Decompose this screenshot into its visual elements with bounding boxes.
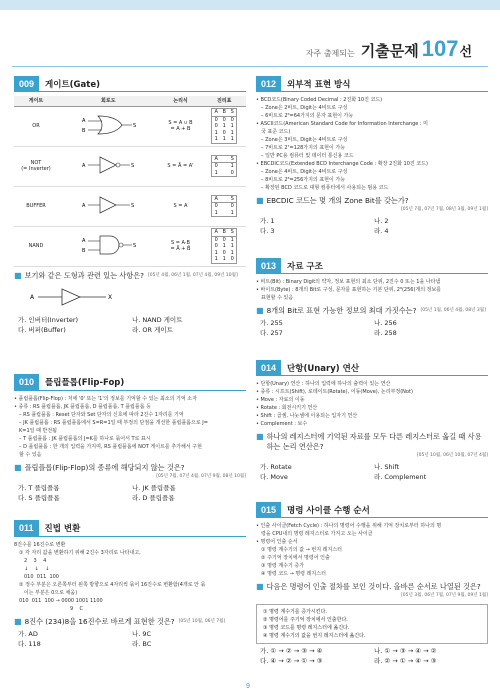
section-name: 단항(Unary) 연산 bbox=[287, 363, 360, 374]
box-line: ② 명령어를 주기억 장치에서 인출한다. bbox=[263, 617, 348, 623]
choice-a[interactable]: 가. 1 bbox=[260, 217, 275, 225]
bullet: – Zone은 4비트, Digit는 4비트로 구성 bbox=[261, 169, 348, 175]
choice-b[interactable]: 나. 9C bbox=[132, 629, 152, 638]
bullet: – 일반 PC용 컴퓨터 및 데이터 통신용 코드 bbox=[261, 153, 354, 159]
choice-c[interactable]: 다. 버퍼(Buffer) bbox=[18, 325, 66, 334]
truth-cell bbox=[220, 170, 228, 177]
svg-text:S: S bbox=[131, 163, 135, 169]
bullet: K=1일 때 반전됨 bbox=[19, 427, 57, 434]
bullet: ② 정수 부분은 오른쪽부터 왼쪽 방향으로 4자리씩 묶어 16진수로 변환함(4개로 안 묶 bbox=[19, 581, 206, 588]
svg-text:S: S bbox=[131, 203, 135, 209]
svg-text:S: S bbox=[133, 123, 137, 129]
bullet: • 비트(Bit) : Binary Digit의 약자, 정보 표현의 최소 단위, 2진수 0 또는 1을 나타냄 bbox=[256, 279, 441, 285]
choice-b[interactable]: 나. ① → ③ → ④ → ② bbox=[374, 647, 437, 655]
example-line: ↓ ↓ ↓ bbox=[24, 565, 50, 572]
table-row bbox=[14, 146, 246, 186]
choices bbox=[14, 629, 246, 649]
question: ■ 다음은 명령어 인출 절차를 보인 것이다. 올바른 순서로 나열된 것은? bbox=[256, 582, 481, 591]
question: ■ 8진수 (234)8을 16진수로 바르게 표현한 것은? [05년 10월, 06년 7월] bbox=[14, 616, 226, 626]
bullet: 8진수를 16진수로 변환 bbox=[14, 541, 66, 548]
section-013 bbox=[256, 258, 488, 338]
truth-cell: 0 bbox=[222, 116, 226, 123]
truth-cell bbox=[220, 196, 228, 204]
section-title bbox=[14, 375, 246, 391]
col-header: 게이트 bbox=[14, 96, 58, 106]
section-name: 플립플롭(Flip-Fop) bbox=[45, 378, 125, 388]
choice-b[interactable]: 나. JK 플립플롭 bbox=[132, 483, 176, 492]
example-line: 2 3 4 bbox=[24, 557, 47, 564]
bullet: ① 명령 계수기의 값 → 번지 레지스터 bbox=[261, 547, 342, 553]
choices bbox=[14, 483, 246, 503]
section-number: 011 bbox=[14, 520, 39, 536]
bullet-list bbox=[14, 541, 246, 613]
section-number: 010 bbox=[14, 374, 39, 390]
bullet: – D 플립플롭 : 한 개의 입력을 가지며, RS 플립플롭에 NOT 게이트를 추가해서 구현 bbox=[19, 443, 202, 450]
bullet-list bbox=[256, 278, 488, 302]
choice-d[interactable]: 라. 4 bbox=[374, 227, 389, 235]
section-title bbox=[14, 76, 246, 92]
truth-cell: 0 bbox=[214, 163, 218, 170]
section-name: 게이트(Gate) bbox=[45, 79, 100, 90]
svg-text:B: B bbox=[82, 248, 86, 254]
question: ■ 플립플롭(Flip-Flop)의 종류에 해당되지 않는 것은? bbox=[14, 462, 185, 472]
bullet: • 바이트(Byte) : 8개의 Bit로 구성, 문자를 표현하는 기본 단위, 2⁸(256)개의 정보를 bbox=[256, 287, 442, 293]
box-line: ④ 명령 계수기의 값을 번지 레지스터에 옮긴다. bbox=[263, 633, 366, 639]
gate-name: BUFFER bbox=[14, 186, 58, 226]
question-source: [05년 3월, 06년 7월, 07년 9월, 09년 1월] bbox=[401, 593, 488, 598]
bullet-list bbox=[256, 96, 488, 192]
bullet: 국 표준 코드) bbox=[261, 129, 291, 135]
bullet: 할 수 있음 bbox=[19, 451, 42, 458]
bullet: – T 플립플롭 : JK 플립플롭의 J=K를 하나로 묶어서 T로 표시 bbox=[19, 435, 151, 442]
left-column bbox=[14, 76, 246, 649]
truth-cell bbox=[220, 210, 228, 217]
bullet: – Zone은 3비트, Digit는 4비트로 구성 bbox=[261, 137, 348, 143]
logic-expr: S = Ā = A' bbox=[159, 146, 203, 186]
truth-cell: 1 bbox=[230, 136, 234, 143]
bullet: – 6비트로 2⁶=64가지의 문자 표현이 가능 bbox=[261, 113, 354, 119]
bullet: – JK 플립플롭 : RS 플립플롭에서 S=R=1일 때 부정의 단점을 개선한 플립플롭으로 J= bbox=[19, 419, 208, 426]
header-divider bbox=[12, 66, 488, 67]
truth-cell: 0 bbox=[214, 236, 218, 243]
choice-b[interactable]: 나. NAND 게이트 bbox=[132, 315, 183, 324]
truth-cell: 1 bbox=[214, 249, 218, 256]
choices bbox=[14, 315, 246, 335]
section-number: 012 bbox=[256, 76, 281, 92]
section-name: 명령 사이클 수행 순서 bbox=[287, 505, 370, 516]
choice-c[interactable]: 다. 257 bbox=[260, 329, 283, 337]
truth-cell: A bbox=[212, 229, 220, 237]
example-box bbox=[256, 604, 488, 644]
page-number: 9 bbox=[246, 683, 250, 690]
truth-cell: 0 bbox=[214, 243, 218, 250]
header-main: 기출문제 bbox=[360, 42, 419, 60]
section-title bbox=[256, 76, 488, 92]
choice-d[interactable]: 라. Complement bbox=[374, 473, 427, 481]
svg-text:B: B bbox=[82, 128, 86, 134]
truth-cell: 0 bbox=[230, 256, 234, 263]
bullet: • 명령어 인출 순서 bbox=[256, 539, 298, 545]
example-line: 9 C bbox=[70, 605, 84, 612]
question: ■ 하나의 레지스터에 기억된 자료를 모두 다른 레지스터로 옮길 때 사용하는 논리 연산은? bbox=[256, 432, 482, 451]
bullet: • Complement : 보수 bbox=[256, 421, 308, 427]
truth-table bbox=[202, 106, 246, 146]
section-title bbox=[256, 360, 488, 376]
svg-text:A: A bbox=[82, 203, 86, 209]
truth-cell: S bbox=[228, 109, 236, 117]
choice-a[interactable]: 가. ① → ② → ③ → ④ bbox=[260, 647, 323, 655]
bullet: – RS 플립플롭 : Reset 단자와 Set 단자의 신호에 따라 2진수 1자리를 기억 bbox=[19, 411, 184, 418]
truth-cell: 0 bbox=[230, 169, 234, 176]
bullet: – Zone은 2비트, Digit는 4비트로 구성 bbox=[261, 105, 348, 111]
gate-name: NAND bbox=[14, 226, 58, 266]
truth-cell: 1 bbox=[214, 136, 218, 143]
svg-text:A: A bbox=[30, 293, 35, 301]
table-row bbox=[14, 106, 246, 146]
truth-cell: A bbox=[212, 196, 220, 204]
gate-name: OR bbox=[14, 106, 58, 146]
truth-cell: 1 bbox=[230, 243, 234, 250]
bullet: – 확장된 BCD 코드로 대형 컴퓨터에서 사용되는 범용 코드 bbox=[261, 185, 389, 191]
page-header bbox=[306, 36, 472, 62]
truth-cell: 0 bbox=[230, 116, 234, 123]
section-009 bbox=[14, 76, 246, 335]
nand-gate-symbol bbox=[58, 226, 159, 266]
choice-a[interactable]: 가. 255 bbox=[260, 319, 283, 327]
truth-cell: 1 bbox=[230, 209, 234, 216]
truth-cell: 1 bbox=[214, 129, 218, 136]
truth-cell: 1 bbox=[214, 256, 218, 263]
top-color-bar bbox=[0, 0, 500, 10]
or-gate-symbol bbox=[58, 106, 159, 146]
buffer-gate-symbol bbox=[58, 186, 159, 226]
truth-cell: 1 bbox=[230, 123, 234, 130]
bullet: ② 주기억 장치에서 명령어 인출 bbox=[261, 555, 330, 561]
section-number: 009 bbox=[14, 76, 39, 92]
bullet: • Rotate : 회전시키기 연산 bbox=[256, 405, 318, 411]
bullet-list bbox=[256, 380, 488, 428]
choice-b[interactable]: 나. Shift bbox=[374, 463, 400, 471]
svg-text:S: S bbox=[133, 243, 137, 249]
bullet: • ASCII코드(American Standard Code for Information Interchange : 미 bbox=[256, 121, 429, 127]
choice-d[interactable]: 라. OR 게이트 bbox=[132, 325, 173, 334]
not-gate-symbol bbox=[58, 146, 159, 186]
section-title bbox=[256, 258, 488, 274]
example-line: 010 011 100 → 0000 1001 1100 bbox=[19, 597, 103, 604]
header-number: 107 bbox=[421, 36, 459, 61]
gate-table bbox=[14, 96, 246, 267]
section-number: 015 bbox=[256, 502, 281, 518]
logic-expr: S = A·B = Ā + B̄ bbox=[159, 226, 203, 266]
truth-cell: 0 bbox=[230, 203, 234, 210]
bullet: ① 각 자리 값을 변환하기 위해 2진수 3자리로 나타내고, bbox=[19, 549, 141, 556]
question-source: [05년 7월, 07년 4월, 07년 9월, 08년 10월] bbox=[156, 473, 246, 479]
truth-cell: 0 bbox=[222, 249, 226, 256]
gate-name: NOT (= Inverter) bbox=[14, 146, 58, 186]
bullet: 령을 CPU내의 명령 레지스터로 가지고 오는 사이클 bbox=[261, 531, 373, 537]
question: ■ EBCDIC 코드는 몇 개의 Zone Bit를 갖는가? bbox=[256, 196, 409, 205]
bullet: • 종류 : 시프트(Shift), 로테이트(Rotate), 이동(Move), 논리부정(Not) bbox=[256, 389, 413, 395]
logic-expr: S = A ∪ B = A + B bbox=[159, 106, 203, 146]
truth-cell: 1 bbox=[222, 136, 226, 143]
choice-d[interactable]: 라. 258 bbox=[374, 329, 397, 337]
section-title bbox=[14, 521, 246, 537]
header-suffix: 선 bbox=[459, 45, 472, 60]
truth-table bbox=[202, 186, 246, 226]
bullet: 이는 부분은 0으로 채움) bbox=[19, 589, 78, 596]
bullet: • EBCDIC코드(Extended BCD Interchange Code : 확장 2진화 10진 코드) bbox=[256, 161, 428, 167]
right-column bbox=[256, 76, 488, 666]
truth-cell: A bbox=[212, 109, 220, 117]
svg-text:A: A bbox=[82, 163, 86, 169]
truth-cell: 1 bbox=[222, 256, 226, 263]
bullet: • 플립플롭(Flip-Flop) : 처에 '0' 또는 '1'의 정보를 기억할 수 있는 최소의 기억 소자 bbox=[14, 395, 197, 402]
truth-cell: 1 bbox=[214, 209, 218, 216]
section-title bbox=[256, 502, 488, 518]
truth-cell: 1 bbox=[230, 236, 234, 243]
col-header: 회로도 bbox=[58, 96, 159, 106]
truth-table bbox=[202, 226, 246, 266]
example-line: 010 011 100 bbox=[24, 573, 59, 580]
truth-cell: B bbox=[220, 109, 228, 117]
bullet: • 인출 사이클(Fetch Cycle) : 하나의 명령어 수행을 위해 기억 장치로부터 하나의 명 bbox=[256, 523, 442, 529]
truth-cell: 1 bbox=[222, 243, 226, 250]
section-name: 자료 구조 bbox=[287, 261, 323, 272]
svg-text:X: X bbox=[108, 293, 113, 301]
truth-cell: S bbox=[228, 156, 236, 164]
section-number: 013 bbox=[256, 258, 281, 274]
choice-c[interactable]: 다. 118 bbox=[18, 639, 41, 648]
choice-d[interactable]: 라. BC bbox=[132, 639, 152, 648]
choice-c[interactable]: 다. Move bbox=[260, 473, 288, 481]
choice-a[interactable]: 가. Rotate bbox=[260, 463, 292, 471]
truth-cell: 0 bbox=[214, 123, 218, 130]
choice-c[interactable]: 다. 3 bbox=[260, 227, 275, 235]
truth-cell: 1 bbox=[222, 123, 226, 130]
bullet: – 8비트로 2⁸=256가지의 표현이 가능 bbox=[261, 177, 346, 183]
question-source: [05년 10월, 06년 10월, 07년 4월] bbox=[416, 453, 488, 458]
choice-d[interactable]: 라. D 플립플롭 bbox=[132, 493, 175, 502]
table-row bbox=[14, 226, 246, 266]
section-012 bbox=[256, 76, 488, 236]
bullet: • Move : 자료의 이동 bbox=[256, 397, 305, 403]
truth-cell: 0 bbox=[222, 236, 226, 243]
section-name: 외부적 표현 방식 bbox=[287, 79, 351, 90]
bullet: 표현할 수 있음 bbox=[261, 295, 294, 301]
choice-b[interactable]: 나. 256 bbox=[374, 319, 397, 327]
section-010 bbox=[14, 375, 246, 503]
truth-cell: 0 bbox=[214, 203, 218, 210]
bullet: • BCD코드(Binary Coded Decimal : 2진화 10진 코드) bbox=[256, 97, 383, 103]
truth-cell: 1 bbox=[230, 163, 234, 170]
bullet: – 7비트로 2⁷=128가지의 표현이 가능 bbox=[261, 145, 346, 151]
choice-c[interactable]: 다. S 플립플롭 bbox=[18, 493, 60, 502]
truth-cell: S bbox=[228, 196, 236, 204]
truth-cell: 1 bbox=[230, 129, 234, 136]
col-header: 진리표 bbox=[202, 96, 246, 106]
bullet: • 단항(Unary) 연산 : 하나의 입력에 하나의 출력이 있는 연산 bbox=[256, 381, 391, 387]
col-header: 논리식 bbox=[159, 96, 203, 106]
question-source: [05년 7월, 07년 7월, 08년 3월, 09년 1월] bbox=[401, 207, 488, 212]
truth-cell bbox=[220, 156, 228, 164]
bullet-list bbox=[256, 522, 488, 578]
truth-table bbox=[202, 146, 246, 186]
truth-cell: A bbox=[212, 156, 220, 164]
svg-text:A: A bbox=[82, 118, 86, 124]
question: ■ 8개의 Bit로 표현 가능한 정보의 최대 가짓수는? [05년 1월, 06년 4월, 08년 3월] bbox=[256, 306, 486, 315]
section-015 bbox=[256, 502, 488, 666]
truth-cell: S bbox=[228, 229, 236, 237]
choices bbox=[256, 216, 488, 236]
truth-cell: B bbox=[220, 229, 228, 237]
question: ■ 보기와 같은 도형과 관련 있는 사항은? [05년 4월, 06년 1월, 07년 4월, 09년 10월] bbox=[14, 270, 238, 280]
svg-text:A: A bbox=[82, 238, 86, 244]
buffer-diagram bbox=[28, 287, 246, 311]
header-sub: 자주 출제되는 bbox=[305, 49, 355, 58]
logic-expr: S = A bbox=[159, 186, 203, 226]
truth-cell: 1 bbox=[214, 169, 218, 176]
truth-cell: 1 bbox=[230, 249, 234, 256]
choice-a[interactable]: 가. 인버터(Inverter) bbox=[18, 315, 79, 324]
truth-cell: 0 bbox=[222, 129, 226, 136]
choice-a[interactable]: 가. AD bbox=[18, 629, 38, 638]
section-number: 014 bbox=[256, 360, 281, 376]
bullet: ③ 명령 계수기 증가 bbox=[261, 563, 305, 569]
choice-b[interactable]: 나. 2 bbox=[374, 217, 389, 225]
section-014 bbox=[256, 360, 488, 482]
choice-c[interactable]: 다. ④ → ② → ① → ③ bbox=[260, 657, 323, 665]
bullet: • Shift : 곱셈, 나눗셈에 이용되는 입자기 연산 bbox=[256, 413, 358, 419]
bullet-list bbox=[14, 395, 246, 459]
table-row bbox=[14, 186, 246, 226]
section-name: 진법 변환 bbox=[44, 524, 81, 534]
box-line: ① 명령 계수기를 증가시킨다. bbox=[263, 609, 327, 615]
bullet: • 종류 : RS 플립플롭, JK 플립플롭, D 플립플롭, T 플립플롭 등 bbox=[14, 403, 151, 410]
box-line: ③ 명령 코드를 명령 레지스터에 옮긴다. bbox=[263, 625, 350, 631]
section-011 bbox=[14, 521, 246, 649]
bullet: ④ 명령 코드 → 명령 레지스터 bbox=[261, 571, 326, 577]
choices bbox=[256, 646, 488, 666]
choice-a[interactable]: 가. T 플립플롭 bbox=[18, 483, 60, 492]
choices bbox=[256, 462, 488, 482]
choices bbox=[256, 318, 488, 338]
truth-cell: 0 bbox=[214, 116, 218, 123]
choice-d[interactable]: 라. ② → ① → ④ → ③ bbox=[374, 657, 437, 665]
